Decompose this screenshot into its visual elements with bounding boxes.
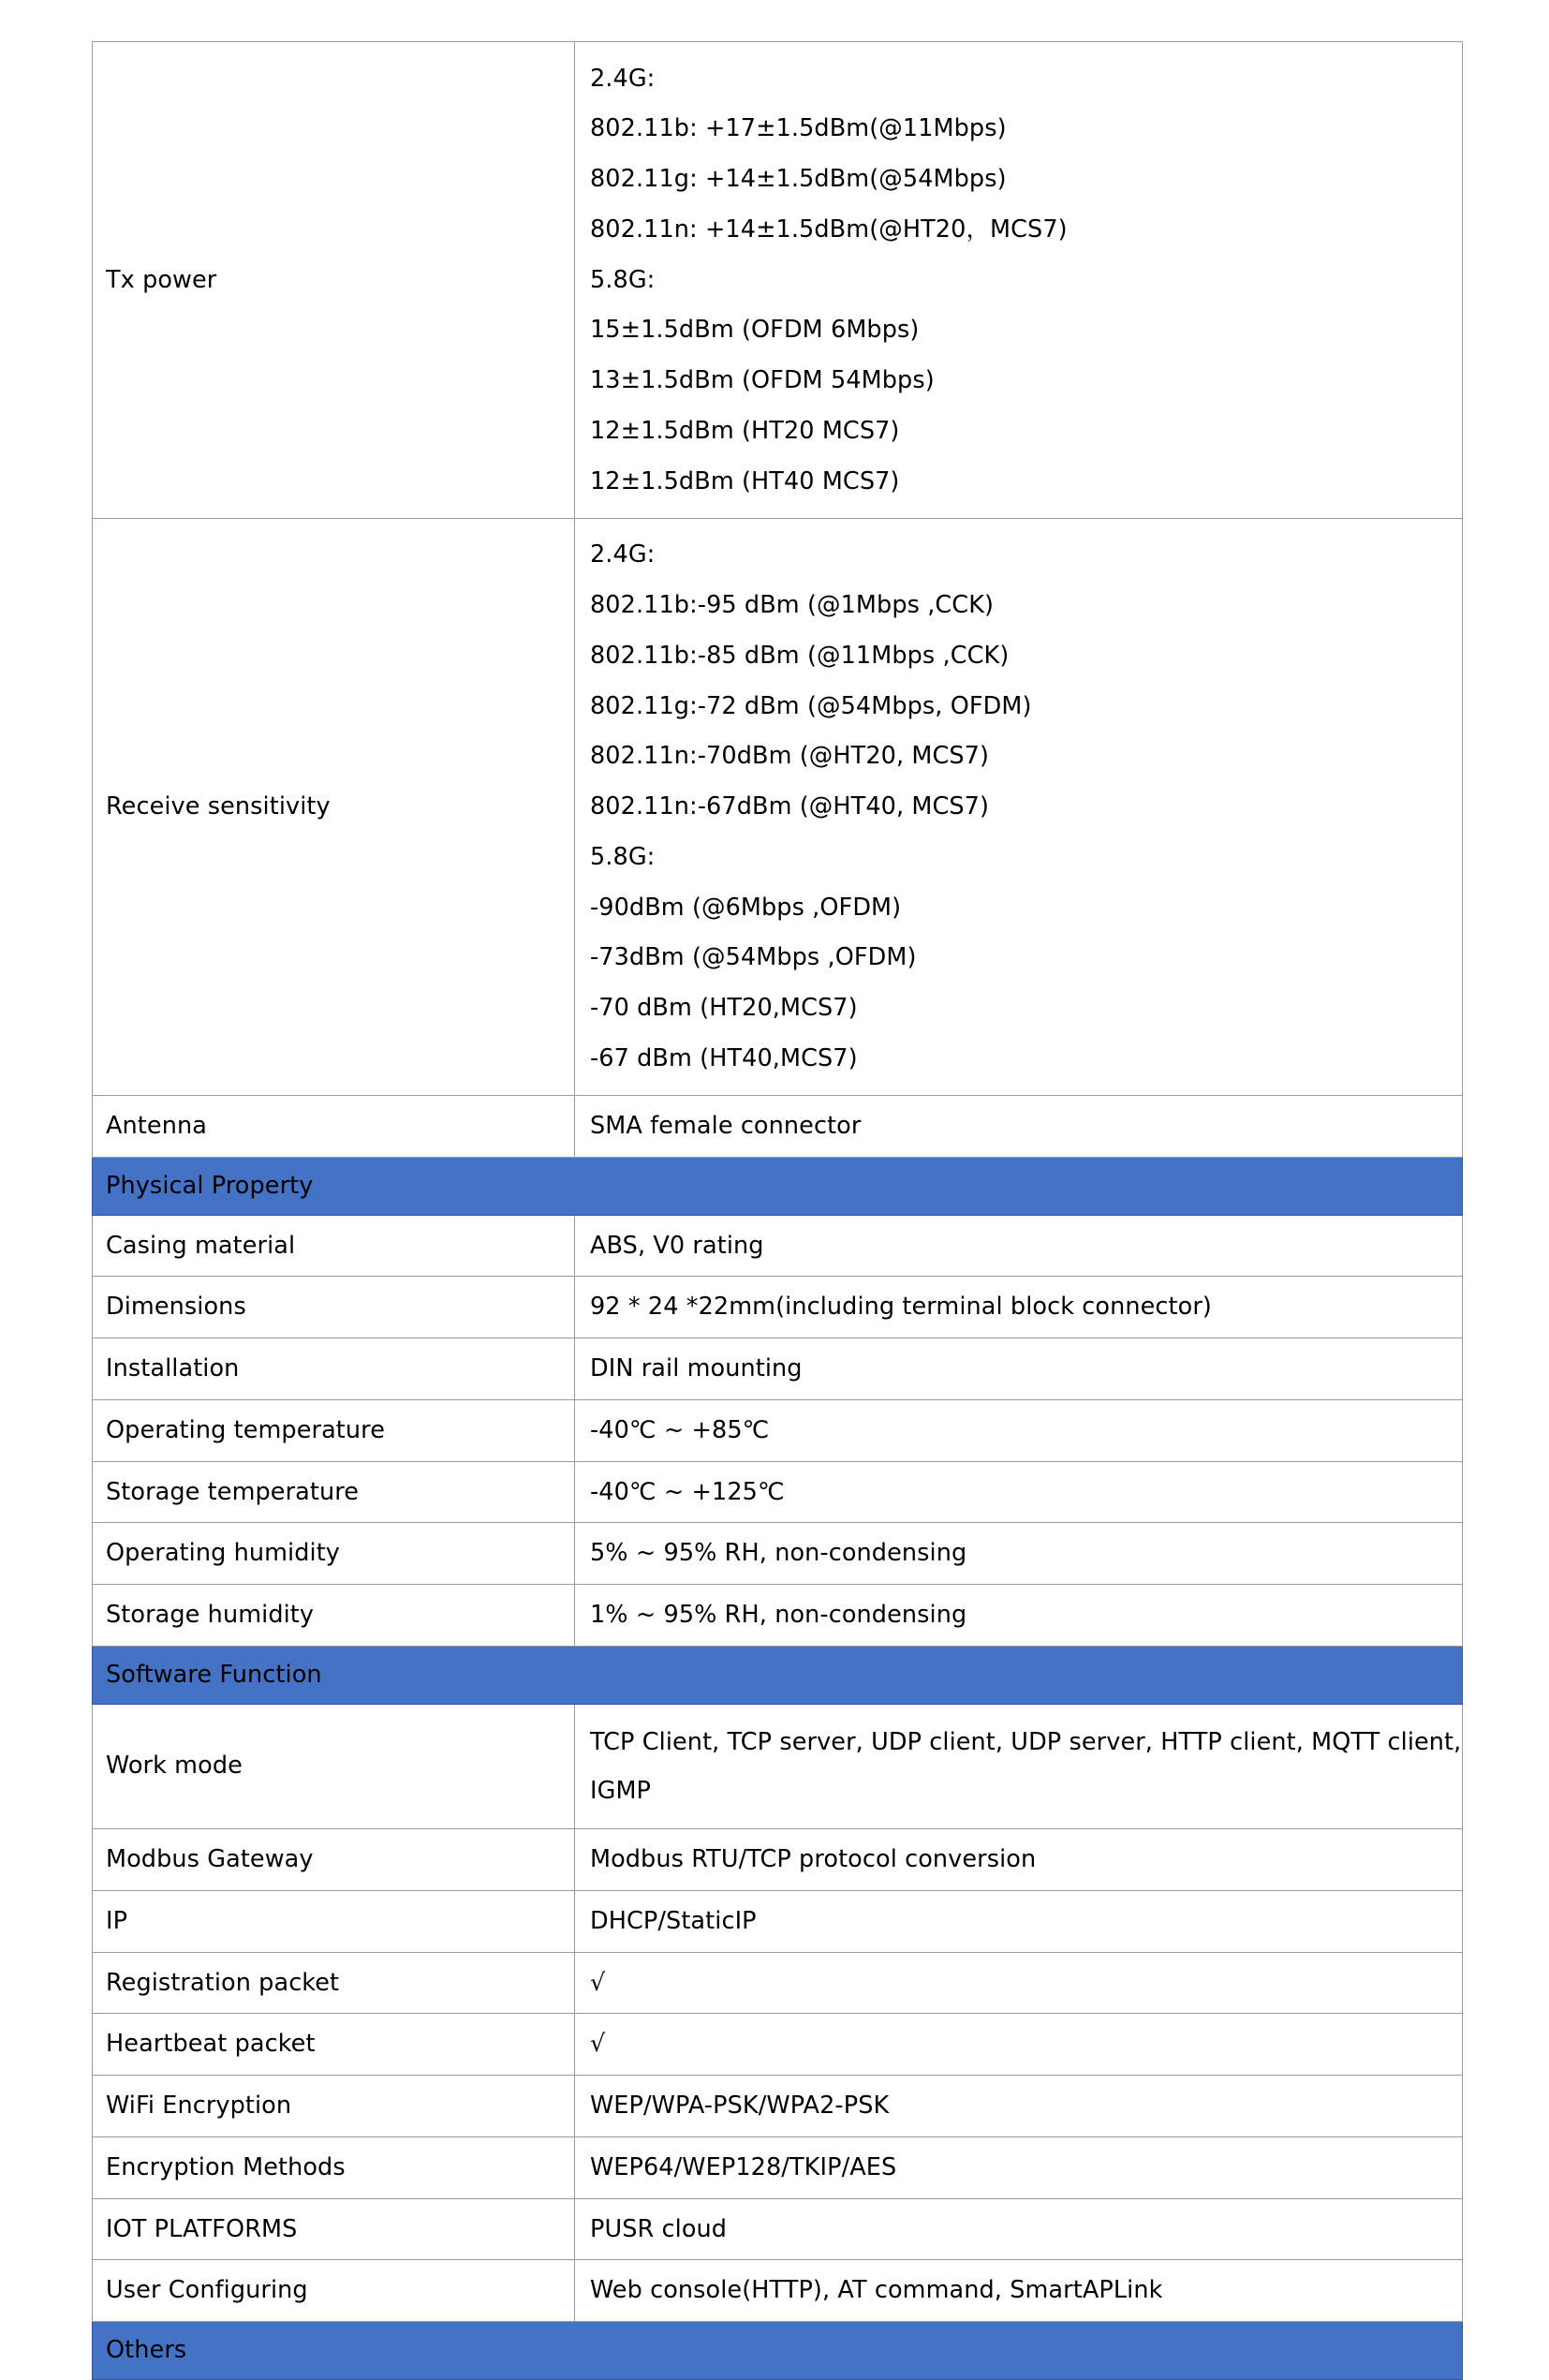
value-line: 802.11b:-85 dBm (@11Mbps ,CCK) <box>589 641 1010 670</box>
value-line: 2.4G: <box>589 540 656 569</box>
row-label-ip: IP <box>93 1890 575 1952</box>
table-row <box>93 1704 1463 1829</box>
table-row <box>93 2076 1463 2137</box>
value-line: 802.11g:-72 dBm (@54Mbps, OFDM) <box>589 691 1032 720</box>
value-line: 5.8G: <box>589 842 656 871</box>
value-line: 12±1.5dBm (HT20 MCS7) <box>589 416 900 445</box>
row-label-storage-temperature: Storage temperature <box>93 1461 575 1523</box>
specification-table <box>92 41 1463 2380</box>
section-header-row <box>93 2322 1463 2380</box>
table-row <box>93 42 1463 519</box>
table-row <box>93 1461 1463 1523</box>
table-row <box>93 1523 1463 1585</box>
row-label-receive-sensitivity: Receive sensitivity <box>93 518 575 1095</box>
section-header-row <box>93 1646 1463 1704</box>
value-line: 802.11n:-70dBm (@HT20, MCS7) <box>589 742 990 771</box>
row-label-wifi-encryption: WiFi Encryption <box>93 2076 575 2137</box>
row-value-installation: DIN rail mounting <box>574 1338 1462 1400</box>
section-header-row <box>93 1157 1463 1215</box>
row-label-tx-power: Tx power <box>93 42 575 519</box>
row-value-operating-temperature: -40℃ ~ +85℃ <box>574 1399 1462 1461</box>
value-line: 12±1.5dBm (HT40 MCS7) <box>589 466 900 495</box>
row-value-wifi-encryption: WEP/WPA-PSK/WPA2-PSK <box>574 2076 1462 2137</box>
row-value-operating-humidity: 5% ~ 95% RH, non-condensing <box>574 1523 1462 1585</box>
table-row <box>93 1890 1463 1952</box>
row-label-iot-platforms: IOT PLATFORMS <box>93 2198 575 2260</box>
table-row <box>93 1215 1463 1277</box>
row-value-modbus-gateway: Modbus RTU/TCP protocol conversion <box>574 1829 1462 1891</box>
section-header-others: Others <box>93 2322 1463 2380</box>
row-value-antenna: SMA female connector <box>574 1096 1462 1158</box>
table-row <box>93 1585 1463 1647</box>
value-line: 5.8G: <box>589 265 656 294</box>
row-value-receive-sensitivity <box>574 518 1462 1095</box>
value-line: 13±1.5dBm (OFDM 54Mbps) <box>589 366 935 394</box>
section-header-physical-property: Physical Property <box>93 1157 1463 1215</box>
row-value-tx-power <box>574 42 1462 519</box>
value-line: -67 dBm (HT40,MCS7) <box>589 1043 858 1072</box>
row-label-operating-humidity: Operating humidity <box>93 1523 575 1585</box>
section-header-software-function: Software Function <box>93 1646 1463 1704</box>
value-line: 802.11b:-95 dBm (@1Mbps ,CCK) <box>589 591 995 619</box>
row-label-encryption-methods: Encryption Methods <box>93 2136 575 2198</box>
row-label-installation: Installation <box>93 1338 575 1400</box>
row-value-encryption-methods: WEP64/WEP128/TKIP/AES <box>574 2136 1462 2198</box>
row-value-registration-packet: √ <box>574 1952 1462 2014</box>
row-value-heartbeat-packet: √ <box>574 2014 1462 2076</box>
table-row <box>93 1399 1463 1461</box>
table-row <box>93 2014 1463 2076</box>
table-row <box>93 1338 1463 1400</box>
row-label-operating-temperature: Operating temperature <box>93 1399 575 1461</box>
value-line: 802.11g: +14±1.5dBm(@54Mbps) <box>589 165 1007 193</box>
value-line: -73dBm (@54Mbps ,OFDM) <box>589 943 917 972</box>
specification-table-body <box>93 42 1463 2380</box>
table-row <box>93 1829 1463 1891</box>
table-row <box>93 1096 1463 1158</box>
value-line: 15±1.5dBm (OFDM 6Mbps) <box>589 316 920 345</box>
row-value-ip: DHCP/StaticIP <box>574 1890 1462 1952</box>
row-label-dimensions: Dimensions <box>93 1277 575 1338</box>
value-line: 802.11n: +14±1.5dBm(@HT20，MCS7) <box>589 214 1068 244</box>
row-value-casing-material: ABS, V0 rating <box>574 1215 1462 1277</box>
value-line: 802.11b: +17±1.5dBm(@11Mbps) <box>589 114 1007 143</box>
table-row <box>93 1277 1463 1338</box>
row-label-registration-packet: Registration packet <box>93 1952 575 2014</box>
value-line: -90dBm (@6Mbps ,OFDM) <box>589 893 902 922</box>
table-row <box>93 518 1463 1095</box>
table-row <box>93 1952 1463 2014</box>
row-label-casing-material: Casing material <box>93 1215 575 1277</box>
table-row <box>93 2136 1463 2198</box>
row-value-user-configuring: Web console(HTTP), AT command, SmartAPLink <box>574 2260 1462 2322</box>
row-label-modbus-gateway: Modbus Gateway <box>93 1829 575 1891</box>
value-line: -70 dBm (HT20,MCS7) <box>589 994 858 1022</box>
row-label-heartbeat-packet: Heartbeat packet <box>93 2014 575 2076</box>
table-row <box>93 2198 1463 2260</box>
row-value-storage-temperature: -40℃ ~ +125℃ <box>574 1461 1462 1523</box>
table-row <box>93 2260 1463 2322</box>
row-label-storage-humidity: Storage humidity <box>93 1585 575 1647</box>
row-value-storage-humidity: 1% ~ 95% RH, non-condensing <box>574 1585 1462 1647</box>
row-value-dimensions: 92 * 24 *22mm(including terminal block connector) <box>574 1277 1462 1338</box>
row-value-work-mode: TCP Client, TCP server, UDP client, UDP server, HTTP client, MQTT client, IGMP <box>574 1704 1462 1829</box>
value-line: 2.4G: <box>589 64 656 93</box>
row-label-antenna: Antenna <box>93 1096 575 1158</box>
row-label-user-configuring: User Configuring <box>93 2260 575 2322</box>
value-line: 802.11n:-67dBm (@HT40, MCS7) <box>589 792 990 820</box>
row-value-iot-platforms: PUSR cloud <box>574 2198 1462 2260</box>
row-label-work-mode: Work mode <box>93 1704 575 1829</box>
